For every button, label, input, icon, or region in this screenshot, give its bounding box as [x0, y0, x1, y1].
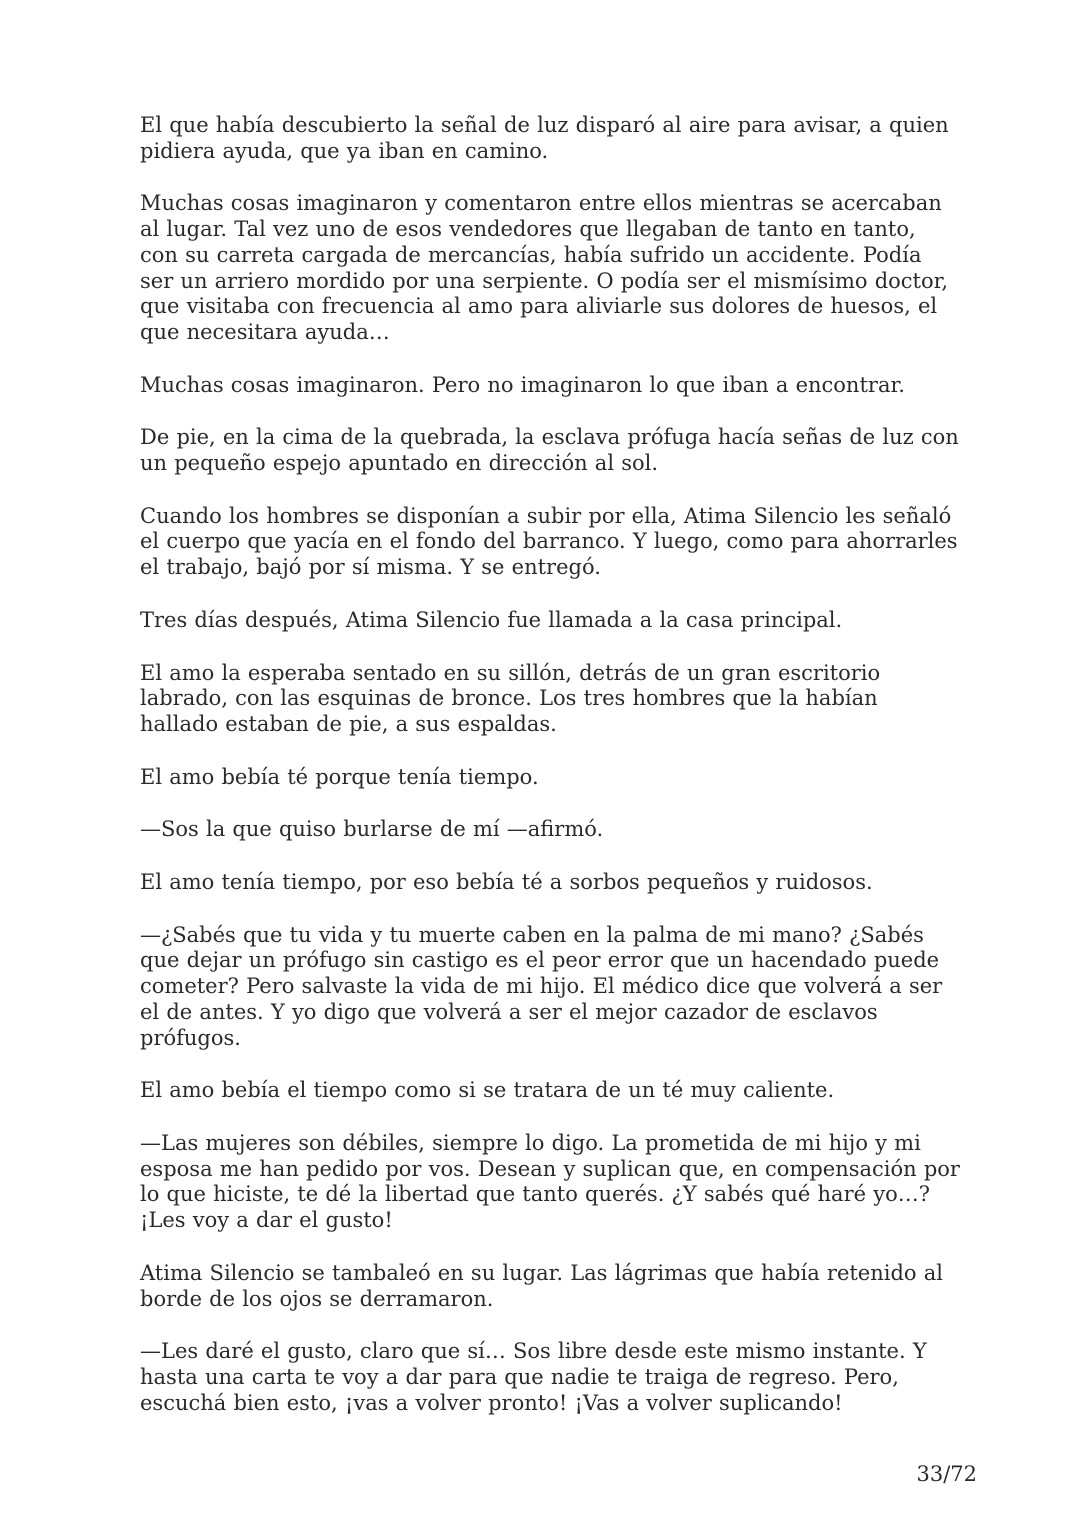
- paragraph-12: El amo bebía el tiempo como si se tratara de un té muy caliente.: [140, 1078, 835, 1103]
- paragraph-10: El amo tenía tiempo, por eso bebía té a sorbos pequeños y ruidosos.: [140, 870, 873, 895]
- paragraph-11: —¿Sabés que tu vida y tu muerte caben en la palma de mi mano? ¿Sabés que dejar un prófugo sin castigo es el peor error que un hacendado puede cometer? Pero salvaste la vida de mi hijo. El médico dice que volverá a ser el de antes. Y yo digo que volverá a ser el mejor cazador de esclavos prófugos.: [140, 922, 943, 1050]
- paragraph-13: —Las mujeres son débiles, siempre lo digo. La prometida de mi hijo y mi esposa me han pedido por vos. Desean y suplican que, en compensación por lo que hiciste, te dé la libertad que tanto querés. ¿Y sabés qué haré yo…? ¡Les voy a dar el gusto!: [140, 1130, 960, 1233]
- paragraph-2: Muchas cosas imaginaron y comentaron entre ellos mientras se acercaban al lugar. Tal vez uno de esos vendedores que llegaban de tanto en tanto, con su carreta cargada de mercancías, había sufrido un accidente. Podía ser un arriero mordido por una serpiente. O podía ser el mismísimo doctor, que visitaba con frecuencia al amo para aliviarle sus dolores de huesos, el que necesitara ayuda…: [140, 191, 949, 344]
- paragraph-14: Atima Silencio se tambaleó en su lugar. Las lágrimas que había retenido al borde de los ojos se derramaron.: [140, 1260, 943, 1311]
- page-number: 33/72: [916, 1462, 977, 1486]
- paragraph-9: —Sos la que quiso burlarse de mí —afirmó.: [140, 817, 604, 842]
- paragraph-4: De pie, en la cima de la quebrada, la esclava prófuga hacía señas de luz con un pequeño espejo apuntado en dirección al sol.: [140, 425, 959, 476]
- paragraph-5: Cuando los hombres se disponían a subir por ella, Atima Silencio les señaló el cuerpo que yacía en el fondo del barranco. Y luego, como para ahorrarles el trabajo, bajó por sí misma. Y se entregó.: [140, 503, 958, 580]
- document-body: [140, 113, 960, 1443]
- paragraph-7: El amo la esperaba sentado en su sillón, detrás de un gran escritorio labrado, con las esquinas de bronce. Los tres hombres que la habían hallado estaban de pie, a sus espaldas.: [140, 660, 881, 736]
- paragraph-1: El que había descubierto la señal de luz disparó al aire para avisar, a quien pidiera ayuda, que ya iban en camino.: [140, 113, 949, 163]
- paragraph-3: Muchas cosas imaginaron. Pero no imaginaron lo que iban a encontrar.: [140, 372, 905, 397]
- paragraph-6: Tres días después, Atima Silencio fue llamada a la casa principal.: [140, 607, 843, 632]
- paragraph-8: El amo bebía té porque tenía tiempo.: [140, 764, 539, 789]
- paragraph-15: —Les daré el gusto, claro que sí… Sos libre desde este mismo instante. Y hasta una carta te voy a dar para que nadie te traiga de regreso. Pero, escuchá bien esto, ¡vas a volver pronto! ¡Vas a volver suplicando!: [140, 1339, 927, 1415]
